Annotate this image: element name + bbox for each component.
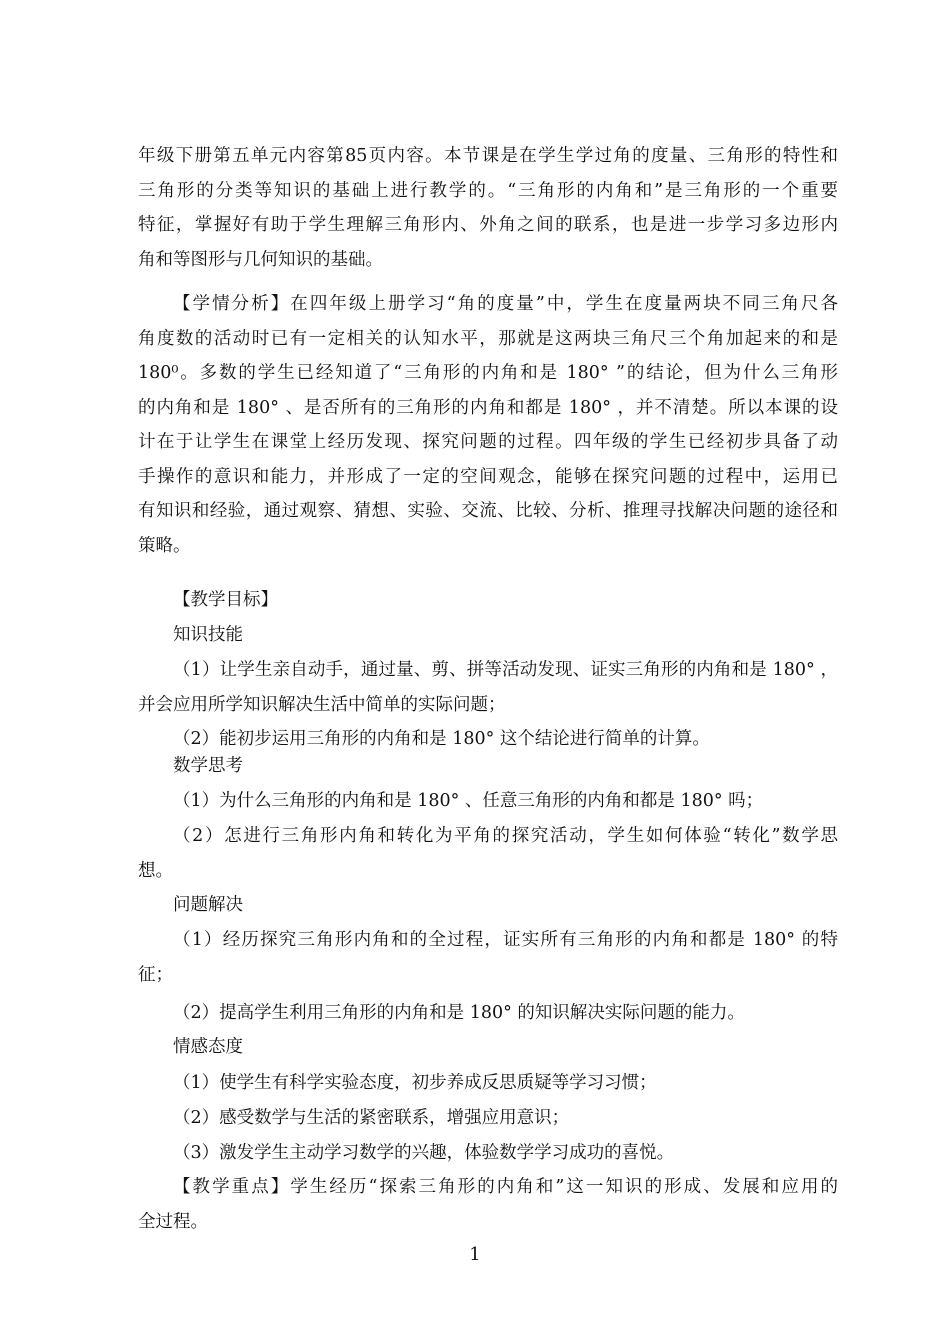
text-line: （2）能初步运用三角形的内角和是 180° 这个结论进行简单的计算。 <box>173 729 710 749</box>
paragraph-problem-1 <box>138 923 838 992</box>
text-line: 全过程。 <box>138 1211 208 1232</box>
text-line: 问题解决 <box>173 895 243 915</box>
text-line: 数学思考 <box>173 756 243 776</box>
subheading-problem-solving <box>138 888 838 923</box>
paragraph-student-analysis <box>138 287 838 563</box>
text-line: 特征，掌握好有助于学生理解三角形内、外角之间的联系，也是进一步学习多边形内 <box>138 215 838 235</box>
subheading-emotion-attitude <box>138 1030 838 1065</box>
paragraph-thinking-1 <box>138 784 838 819</box>
text-line: 角度数的活动时已有一定相关的认知水平，那就是这两块三角尺三个角加起来的和是 <box>138 328 838 349</box>
text-line: （1）为什么三角形的内角和是 180° 、任意三角形的内角和都是 180° 吗； <box>173 791 764 811</box>
heading-teaching-objectives <box>138 583 838 618</box>
subheading-knowledge-skills <box>138 618 838 653</box>
text-line: 策略。 <box>138 535 191 556</box>
paragraph-emotion-3 <box>138 1136 838 1171</box>
text-line: 年级下册第五单元内容第85页内容。本节课是在学生学过角的度量、三角形的特性和 <box>138 146 838 166</box>
paragraph-emotion-2 <box>138 1101 838 1136</box>
text-line: 【学情分析】在四年级上册学习“角的度量”中，学生在度量两块不同三角尺各 <box>173 294 838 314</box>
paragraph-knowledge-1 <box>138 653 838 722</box>
text-line: 计在于让学生在课堂上经历发现、探究问题的过程。四年级的学生已经初步具备了动 <box>138 432 838 452</box>
text-line: （2）怎进行三角形内角和转化为平角的探究活动，学生如何体验“转化”数学思 <box>173 826 838 846</box>
text-line: 的内角和是 180° 、是否所有的三角形的内角和都是 180° ，并不清楚。所以本课的设 <box>138 397 838 418</box>
text-line: 知识技能 <box>173 625 243 645</box>
text-line: 【教学目标】 <box>173 590 278 610</box>
text-line: 手操作的意识和能力，并形成了一定的空间观念，能够在探究问题的过程中，运用已 <box>138 466 838 487</box>
subheading-math-thinking <box>138 749 838 784</box>
text-line: 情感态度 <box>173 1037 243 1057</box>
page-number: 1 <box>469 1244 481 1265</box>
text-line: 角和等图形与几何知识的基础。 <box>138 249 383 270</box>
text-line: 180⁰。多数的学生已经知道了“三角形的内角和是 180° ”的结论，但为什么三角形 <box>138 363 838 383</box>
paragraph-teaching-focus <box>138 1170 838 1239</box>
text-line: （1）使学生有科学实验态度，初步养成反思质疑等学习习惯； <box>173 1073 657 1093</box>
paragraph-thinking-2 <box>138 819 838 888</box>
text-line: 想。 <box>138 860 173 881</box>
text-line: （2）提高学生利用三角形的内角和是 180° 的知识解决实际问题的能力。 <box>173 1003 745 1023</box>
text-line: 有知识和经验，通过观察、猜想、实验、交流、比较、分析、推理寻找解决问题的途径和 <box>138 501 838 521</box>
text-line: （3）激发学生主动学习数学的兴趣，体验数学学习成功的喜悦。 <box>173 1143 675 1163</box>
paragraph-emotion-1 <box>138 1066 838 1101</box>
text-line: 征； <box>138 964 173 985</box>
paragraph-lesson-intro <box>138 139 838 277</box>
text-line: （2）感受数学与生活的紧密联系，增强应用意识； <box>173 1108 570 1128</box>
text-line: 并会应用所学知识解决生活中简单的实际问题； <box>138 694 506 715</box>
text-line: 三角形的分类等知识的基础上进行教学的。“三角形的内角和”是三角形的一个重要 <box>138 180 838 201</box>
paragraph-problem-2 <box>138 996 838 1031</box>
text-line: 【教学重点】学生经历“探索三角形的内角和”这一知识的形成、发展和应用的 <box>173 1177 838 1197</box>
text-line: （1）让学生亲自动手，通过量、剪、拼等活动发现、证实三角形的内角和是 180° ， <box>173 660 838 680</box>
text-line: （1）经历探究三角形内角和的全过程，证实所有三角形的内角和都是 180° 的特 <box>173 930 838 950</box>
